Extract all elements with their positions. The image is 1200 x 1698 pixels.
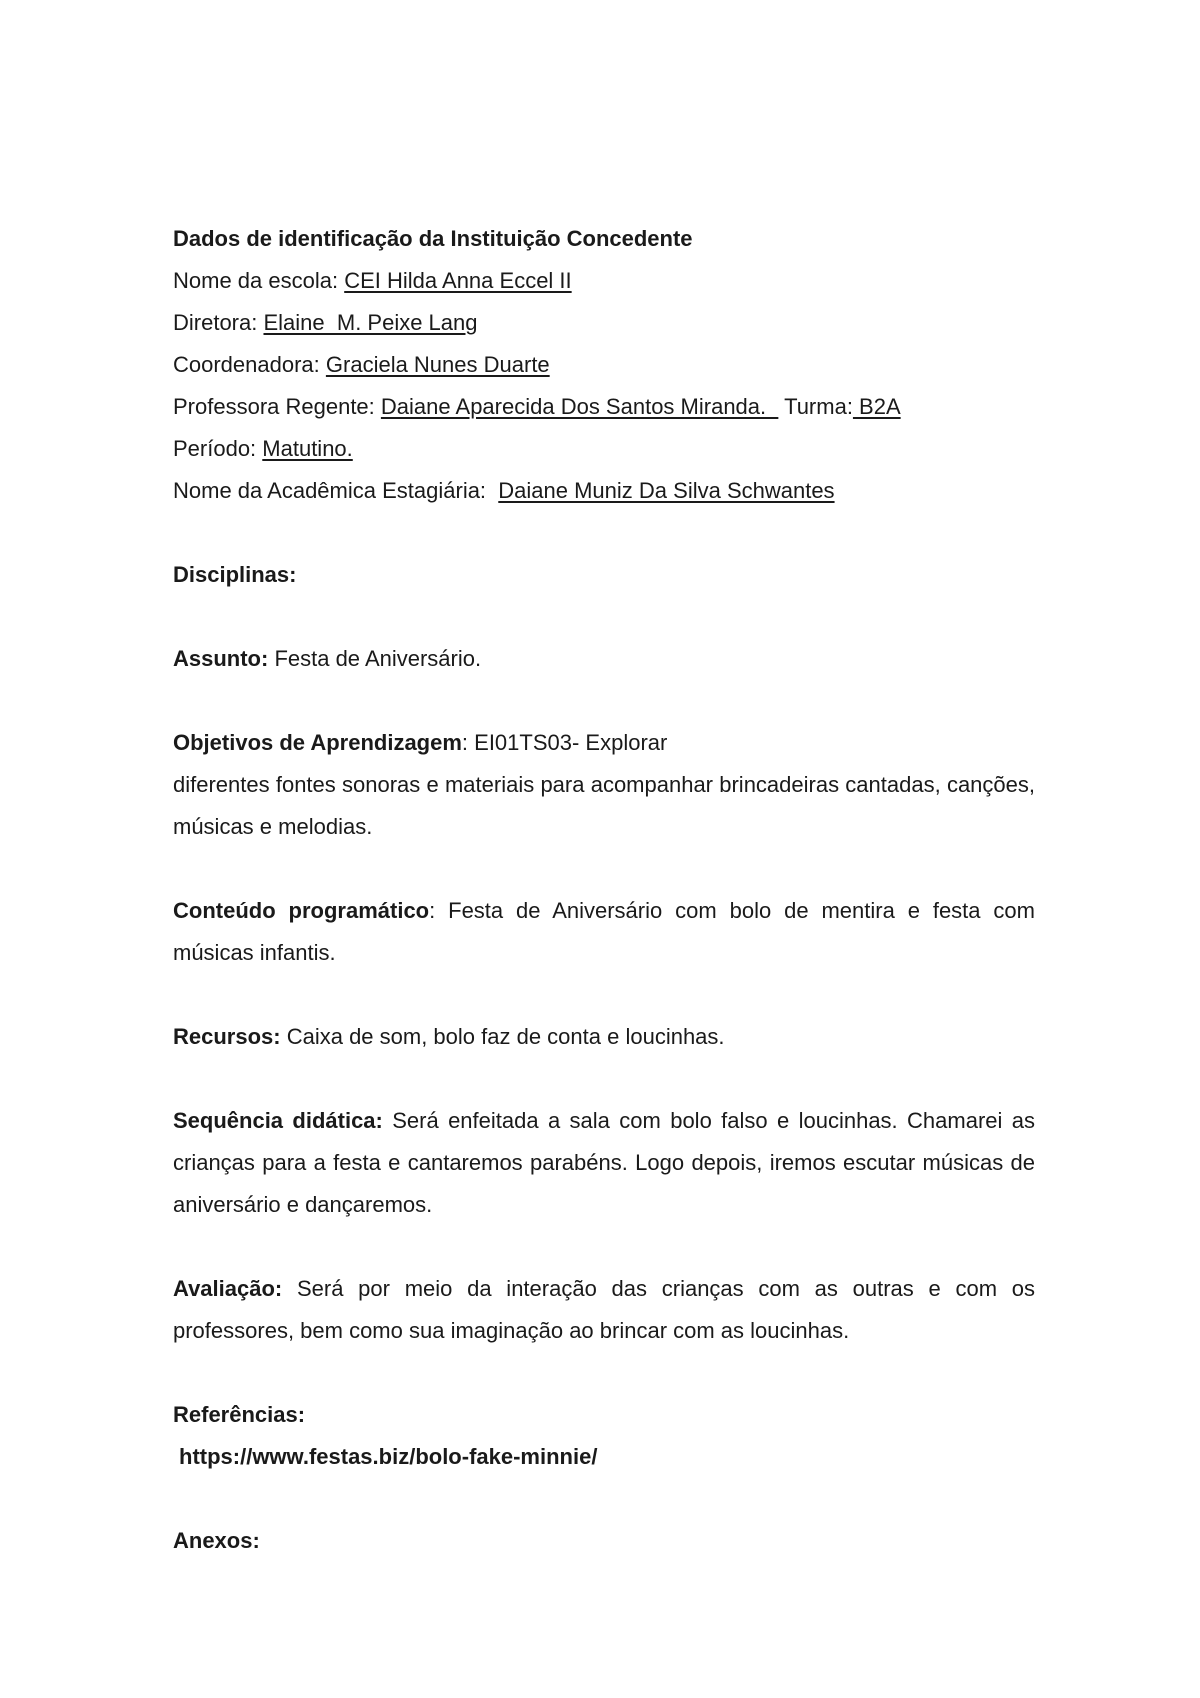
school-line <box>173 260 1035 302</box>
anexos-label: Anexos: <box>173 1528 260 1553</box>
document-page <box>173 218 1035 1562</box>
coordinator-value: Graciela Nunes Duarte <box>325 352 550 377</box>
teacher-value: Daiane Aparecida Dos Santos Miranda. <box>380 394 779 419</box>
avaliacao-label: Avaliação: <box>173 1276 283 1301</box>
teacher-label: Professora Regente: <box>173 394 381 419</box>
recursos-label: Recursos: <box>173 1024 281 1049</box>
conteudo-text: : Festa de Aniversário com bolo de mentira e festa com músicas infantis. <box>173 898 1035 965</box>
sequencia-text: Será enfeitada a sala com bolo falso e loucinhas. Chamarei as crianças para a festa e cantaremos parabéns. Logo depois, iremos escutar músicas de aniversário e dançaremos. <box>173 1108 1035 1217</box>
avaliacao-paragraph <box>173 1268 1035 1352</box>
period-value: Matutino. <box>262 436 353 461</box>
identification-heading: Dados de identificação da Instituição Concedente <box>173 226 693 251</box>
objetivos-text-first: : EI01TS03- Explorar <box>461 730 668 755</box>
conteudo-paragraph <box>173 890 1035 974</box>
coordinator-label: Coordenadora: <box>173 352 326 377</box>
objetivos-text-rest: diferentes fontes sonoras e materiais para acompanhar brincadeiras cantadas, canções, músicas e melodias. <box>173 772 1035 839</box>
disciplinas-label: Disciplinas: <box>173 562 297 587</box>
recursos-text: Caixa de som, bolo faz de conta e loucinhas. <box>280 1024 725 1049</box>
class-label: Turma: <box>778 394 853 419</box>
period-label: Período: <box>173 436 263 461</box>
school-value: CEI Hilda Anna Eccel II <box>344 268 572 293</box>
sequencia-label: Sequência didática: <box>173 1108 383 1133</box>
assunto-line <box>173 638 1035 680</box>
sequencia-paragraph <box>173 1100 1035 1226</box>
intern-value: Daiane Muniz Da Silva Schwantes <box>498 478 835 503</box>
conteudo-label: Conteúdo programático <box>173 898 430 923</box>
objetivos-line <box>173 722 1035 764</box>
referencias-label: Referências: <box>173 1402 306 1427</box>
coordinator-line <box>173 344 1035 386</box>
director-value: Elaine M. Peixe Lang <box>263 310 478 335</box>
period-line <box>173 428 1035 470</box>
teacher-line <box>173 386 1035 428</box>
director-line <box>173 302 1035 344</box>
objetivos-label: Objetivos de Aprendizagem <box>173 730 462 755</box>
avaliacao-text: Será por meio da interação das crianças com as outras e com os professores, bem como sua imaginação ao brincar com as loucinhas. <box>173 1276 1035 1343</box>
assunto-label: Assunto: <box>173 646 269 671</box>
intern-line <box>173 470 1035 512</box>
recursos-line <box>173 1016 1035 1058</box>
director-label: Diretora: <box>173 310 264 335</box>
reference-link[interactable]: https://www.festas.biz/bolo-fake-minnie/ <box>179 1444 598 1469</box>
class-value: B2A <box>852 394 901 419</box>
intern-label: Nome da Acadêmica Estagiária: <box>173 478 499 503</box>
school-label: Nome da escola: <box>173 268 345 293</box>
assunto-text: Festa de Aniversário. <box>268 646 482 671</box>
